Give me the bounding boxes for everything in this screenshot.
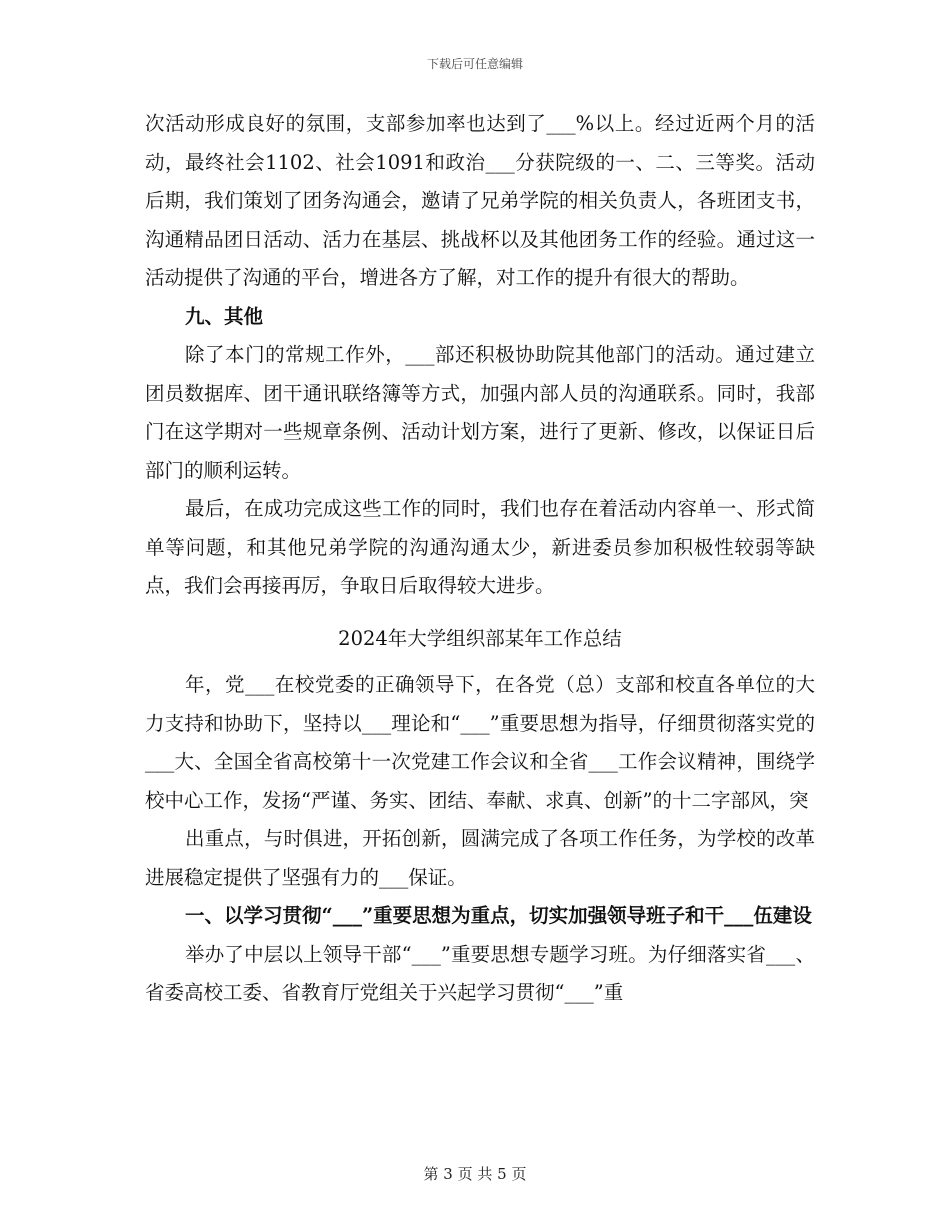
page-footer: 第 3 页 共 5 页 <box>423 1165 527 1183</box>
document-body <box>145 105 815 1013</box>
paragraph-other-work: 除了本门的常规工作外，___部还积极协助院其他部门的活动。通过建立团员数据库、团干通讯联络簿等方式，加强内部人员的沟通联系。同时，我部门在这学期对一些规章条例、活动计划方案，进行了更新、修改，以保证日后部门的顺利运转。 <box>145 343 815 482</box>
document-title: 2024年大学组织部某年工作总结 <box>338 626 622 650</box>
paragraph-activity-summary: 次活动形成良好的氛围，支部参加率也达到了___%以上。经过近两个月的活动，最终社会1102、社会1091和政治___分获院级的一、二、三等奖。活动后期，我们策划了团务沟通会，邀请了兄弟学院的相关负责人，各班团支书，沟通精品团日活动、活力在基层、挑战杯以及其他团务工作的经验。通过这一活动提供了沟通的平台，增进各方了解，对工作的提升有很大的帮助。 <box>145 112 815 289</box>
section-heading-one: 一、以学习贯彻“___”重要思想为重点，切实加强领导班子和干___伍建设 <box>185 904 812 927</box>
paragraph-study-class: 举办了中层以上领导干部“___”重要思想专题学习班。为仔细落实省___、省委高校工委、省教育厅党组关于兴起学习贯彻“___”重 <box>145 942 815 1004</box>
paragraph-intro: 年，党___在校党委的正确领导下，在各党（总）支部和校直各单位的大力支持和协助下，坚持以___理论和“___”重要思想为指导，仔细贯彻落实党的___大、全国全省高校第十一次党建工作会议和全省___工作会议精神，围绕学校中心工作，发扬“严谨、务实、团结、奉献、求真、创新”的十二字部风，突 <box>145 673 815 812</box>
page-header: 下载后可任意编辑 <box>426 57 523 71</box>
paragraph-conclusion: 最后，在成功完成这些工作的同时，我们也存在着活动内容单一、形式简单等问题，和其他兄弟学院的沟通沟通太少，新进委员参加积极性较弱等缺点，我们会再接再厉，争取日后取得较大进步。 <box>145 497 815 597</box>
paragraph-intro-continued: 出重点，与时俱进，开拓创新，圆满完成了各项工作任务，为学校的改革进展稳定提供了坚强有力的___保证。 <box>145 827 815 889</box>
section-heading-other: 九、其他 <box>185 304 264 328</box>
